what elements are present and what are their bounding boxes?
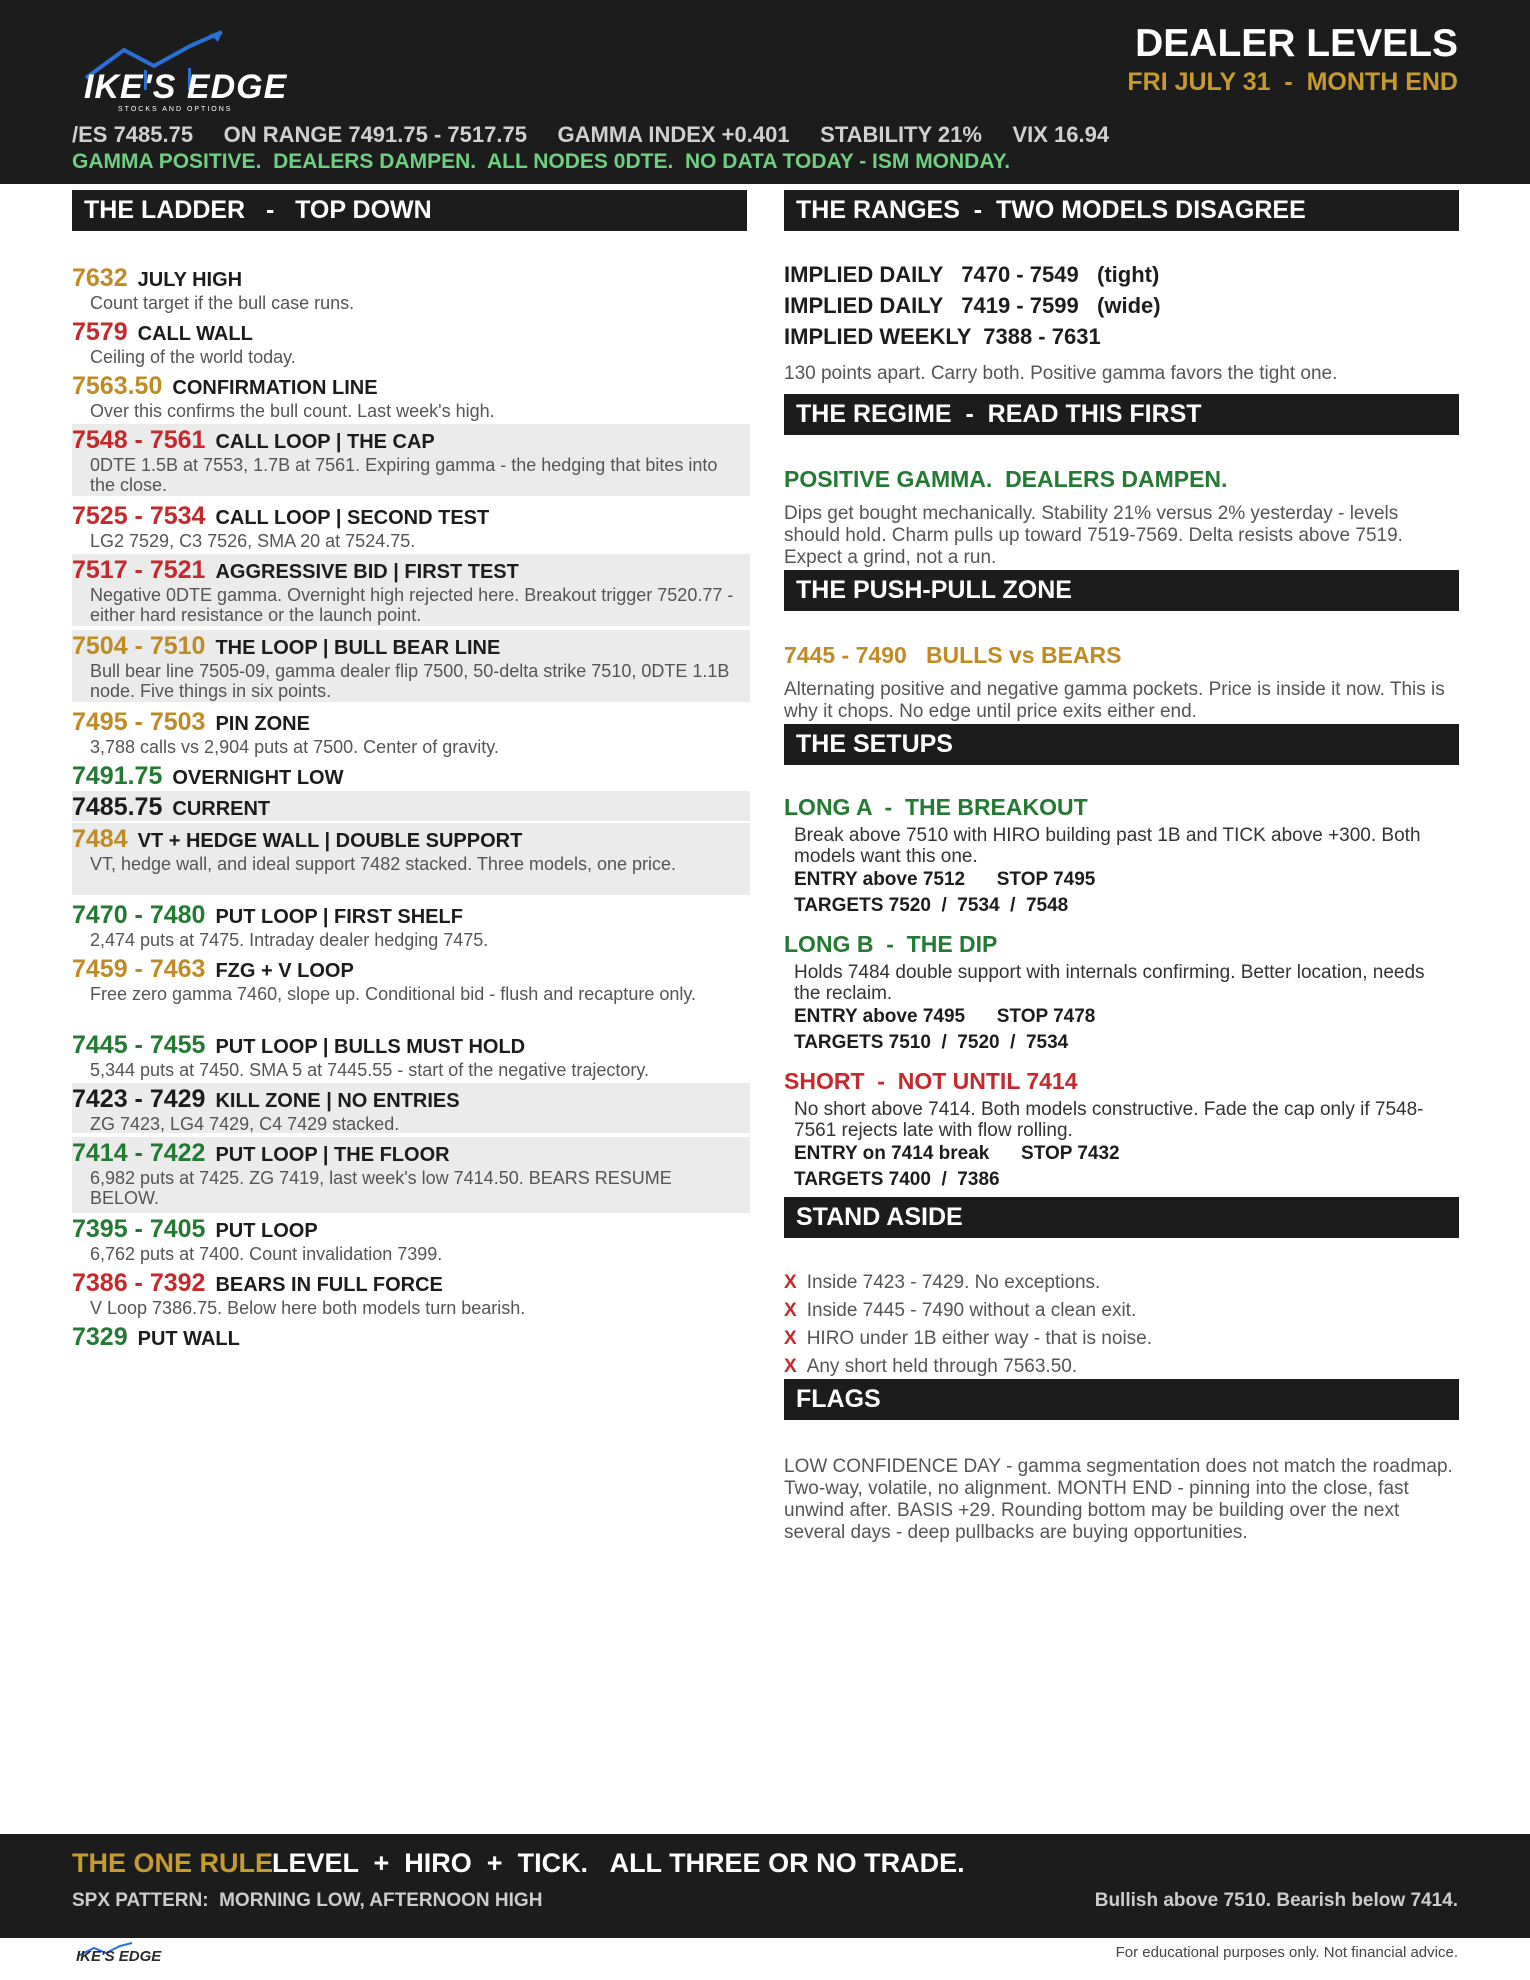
ladder-level [72,1213,750,1263]
ladder-level [72,1029,750,1079]
setup-targets: TARGETS 7520 / 7534 / 7548 [794,895,1069,916]
ladder-level [72,1321,750,1355]
setup-long-b [784,931,1459,1054]
stand-aside-item: X Inside 7445 - 7490 without a clean exit. [784,1300,1137,1321]
ladder-level [72,760,750,790]
one-rule-text: LEVEL + HIRO + TICK. ALL THREE OR NO TRADE. [272,1848,965,1878]
level-price: 7395 - 7405 [72,1215,206,1243]
level-price: 7484 [72,825,128,853]
footer-bar [0,1834,1530,1938]
range-line: IMPLIED WEEKLY 7388 - 7631 [784,324,1101,349]
stand-aside-header: STAND ASIDE [784,1197,1459,1238]
level-price: 7423 - 7429 [72,1085,206,1113]
page-title: DEALER LEVELS [1135,22,1458,65]
level-description: Over this confirms the bull count. Last week's high. [90,401,495,421]
brand-logo [72,28,312,113]
level-price: 7504 - 7510 [72,632,206,660]
level-price: 7491.75 [72,762,163,790]
level-label: FZG + V LOOP [215,960,354,982]
ladder-level [72,899,750,949]
ladder-level [72,953,750,1025]
stand-aside-item: X HIRO under 1B either way - that is noise. [784,1328,1153,1349]
spx-pattern: SPX PATTERN: MORNING LOW, AFTERNOON HIGH [72,1890,543,1911]
stand-aside-item: X Any short held through 7563.50. [784,1356,1078,1377]
level-label: PUT LOOP | THE FLOOR [215,1144,450,1166]
push-pull-body: Alternating positive and negative gamma pockets. Price is inside it now. This is why it chops. No edge until price exits either end. [784,679,1445,722]
level-description: Bull bear line 7505-09, gamma dealer flip 7500, 50-delta strike 7510, 0DTE 1.1B node. Five things in six points. [90,661,730,701]
level-label: OVERNIGHT LOW [172,767,344,789]
level-price: 7563.50 [72,372,163,400]
level-description: 0DTE 1.5B at 7553, 1.7B at 7561. Expiring gamma - the hedging that bites into the close. [90,455,718,495]
flags-header: FLAGS [784,1379,1459,1420]
level-label: AGGRESSIVE BID | FIRST TEST [215,561,519,583]
ranges-header: THE RANGES - TWO MODELS DISAGREE [784,190,1459,231]
ticker-line: /ES 7485.75 ON RANGE 7491.75 - 7517.75 GAMMA INDEX +0.401 STABILITY 21% VIX 16.94 [72,122,1110,147]
level-description: V Loop 7386.75. Below here both models turn bearish. [90,1298,526,1318]
regime-body: Dips get bought mechanically. Stability 21% versus 2% yesterday - levels should hold. Charm pulls up toward 7519-7569. Delta resists above 7519. Expect a grind, not a run. [784,503,1403,568]
level-description: Count target if the bull case runs. [90,293,355,313]
level-label: CALL LOOP | THE CAP [215,431,435,453]
regime-line: GAMMA POSITIVE. DEALERS DAMPEN. ALL NODES 0DTE. NO DATA TODAY - ISM MONDAY. [72,150,1011,173]
level-price: 7495 - 7503 [72,708,206,736]
flags-block [784,1456,1459,1544]
push-pull-header: THE PUSH-PULL ZONE [784,570,1459,611]
level-label: PIN ZONE [215,713,310,735]
level-description: Free zero gamma 7460, slope up. Conditional bid - flush and recapture only. [90,984,697,1004]
setup-title: LONG A - THE BREAKOUT [784,794,1088,820]
ranges-note: 130 points apart. Carry both. Positive gamma favors the tight one. [784,363,1338,384]
level-description: LG2 7529, C3 7526, SMA 20 at 7524.75. [90,531,416,551]
flags-body: LOW CONFIDENCE DAY - gamma segmentation does not match the roadmap. Two-way, volatile, no alignment. MONTH END - pinning into the close, fast unwind after. BASIS +29. Rounding bottom may be building over the next several days - deep pullbacks are buying opportunities. [784,1456,1453,1543]
setup-body: Holds 7484 double support with internals confirming. Better location, needs the reclaim. [794,962,1425,1004]
setup-short [784,1068,1459,1191]
ladder-level [72,823,750,895]
level-description: VT, hedge wall, and ideal support 7482 stacked. Three models, one price. [90,854,677,874]
level-label: CALL WALL [137,323,253,345]
ladder-level [72,370,750,420]
level-label: PUT LOOP [215,1220,318,1242]
ladder-level [72,554,750,626]
level-label: PUT LOOP | FIRST SHELF [215,906,463,928]
push-pull-block [784,642,1459,723]
level-description: Ceiling of the world today. [90,347,296,367]
x-mark-icon: X [784,1356,797,1377]
level-label: CALL LOOP | SECOND TEST [215,507,490,529]
setup-targets: TARGETS 7400 / 7386 [794,1169,1000,1190]
setup-targets: TARGETS 7510 / 7520 / 7534 [794,1032,1069,1053]
ladder-level [72,1137,750,1213]
stand-aside-item: X Inside 7423 - 7429. No exceptions. [784,1272,1101,1293]
x-mark-icon: X [784,1272,797,1293]
level-label: VT + HEDGE WALL | DOUBLE SUPPORT [137,830,523,852]
header-bar [0,0,1530,184]
ladder-level [72,424,750,496]
stand-aside-list [784,1272,1459,1384]
setup-body: Break above 7510 with HIRO building past 1B and TICK above +300. Both models want this one. [794,825,1421,867]
ranges-block [784,262,1459,385]
setup-body: No short above 7414. Both models constructive. Fade the cap only if 7548-7561 rejects late with flow rolling. [794,1099,1424,1141]
logo-tagline: STOCKS AND OPTIONS [118,106,233,113]
level-label: BEARS IN FULL FORCE [215,1274,443,1296]
regime-headline: POSITIVE GAMMA. DEALERS DAMPEN. [784,466,1228,492]
level-price: 7386 - 7392 [72,1269,206,1297]
level-price: 7329 [72,1323,128,1351]
setup-entry: ENTRY on 7414 break STOP 7432 [794,1143,1120,1164]
level-price: 7517 - 7521 [72,556,206,584]
level-description: 5,344 puts at 7450. SMA 5 at 7445.55 - start of the negative trajectory. [90,1060,650,1080]
bias-line: Bullish above 7510. Bearish below 7414. [1094,1890,1458,1911]
range-line: IMPLIED DAILY 7470 - 7549 (tight) [784,262,1160,287]
level-price: 7470 - 7480 [72,901,206,929]
level-price: 7579 [72,318,128,346]
ladder-level [72,706,750,756]
footer-logo-wordmark: IKE'S EDGE [76,1948,162,1965]
level-description: 6,982 puts at 7425. ZG 7419, last week's low 7414.50. BEARS RESUME BELOW. [90,1168,672,1208]
level-description: ZG 7423, LG4 7429, C4 7429 stacked. [90,1114,400,1134]
level-price: 7445 - 7455 [72,1031,206,1059]
footer-logo [72,1942,172,1972]
level-price: 7485.75 [72,793,163,821]
level-label: KILL ZONE | NO ENTRIES [215,1090,460,1112]
x-mark-icon: X [784,1300,797,1321]
level-description: Negative 0DTE gamma. Overnight high rejected here. Breakout trigger 7520.77 - either hard resistance or the launch point. [90,585,734,625]
range-line: IMPLIED DAILY 7419 - 7599 (wide) [784,293,1161,318]
ladder-level [72,630,750,702]
regime-header: THE REGIME - READ THIS FIRST [784,394,1459,435]
level-price: 7414 - 7422 [72,1139,206,1167]
level-label: THE LOOP | BULL BEAR LINE [215,637,501,659]
disclaimer: For educational purposes only. Not financial advice. [1115,1944,1458,1961]
logo-wordmark: IKE'S EDGE [84,68,288,106]
setup-long-a [784,794,1459,917]
one-rule-label: THE ONE RULE [72,1848,274,1878]
level-price: 7632 [72,264,128,292]
setup-entry: ENTRY above 7495 STOP 7478 [794,1006,1096,1027]
push-pull-headline: 7445 - 7490 BULLS vs BEARS [784,642,1122,668]
level-description: 2,474 puts at 7475. Intraday dealer hedging 7475. [90,930,489,950]
setups-header: THE SETUPS [784,724,1459,765]
ladder-level [72,1267,750,1317]
level-description: 6,762 puts at 7400. Count invalidation 7399. [90,1244,443,1264]
level-description: 3,788 calls vs 2,904 puts at 7500. Center of gravity. [90,737,499,757]
regime-block [784,466,1459,569]
ladder-level [72,500,750,550]
ladder-level [72,316,750,366]
ladder-level [72,1083,750,1133]
setup-title: LONG B - THE DIP [784,931,998,957]
level-price: 7459 - 7463 [72,955,206,983]
level-price: 7525 - 7534 [72,502,206,530]
x-mark-icon: X [784,1328,797,1349]
level-label: JULY HIGH [137,269,243,291]
ladder-level [72,791,750,821]
level-label: CONFIRMATION LINE [172,377,378,399]
setup-entry: ENTRY above 7512 STOP 7495 [794,869,1096,890]
level-label: PUT WALL [137,1328,240,1350]
page-subtitle: FRI JULY 31 - MONTH END [1127,68,1458,96]
setup-title: SHORT - NOT UNTIL 7414 [784,1068,1078,1094]
level-label: CURRENT [172,798,271,820]
ladder-level [72,262,750,312]
level-label: PUT LOOP | BULLS MUST HOLD [215,1036,526,1058]
level-price: 7548 - 7561 [72,426,206,454]
ladder-header: THE LADDER - TOP DOWN [72,190,747,231]
